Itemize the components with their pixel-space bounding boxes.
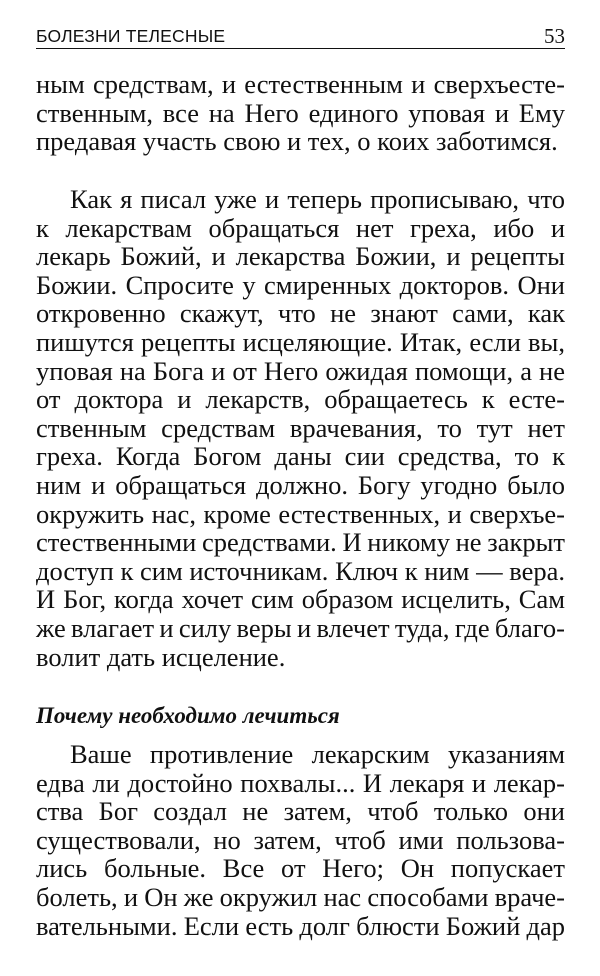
paragraph-continued (36, 70, 565, 156)
text-line: существовали, но затем, чтоб ими пользова- (36, 824, 565, 855)
text-line: ным средствам, и естественным и сверхъесте- (36, 69, 565, 99)
text-line: к лекарствам обращаться нет греха, ибо и (36, 212, 565, 243)
text-line: ним и обращаться должно. Богу угодно было (36, 469, 565, 500)
text-line: ственным, все на Него единого уповая и Ему (36, 97, 565, 128)
text-line: от доктора и лекарств, обращаетесь к есте- (36, 384, 565, 415)
text-line: пишутся рецепты исцеляющие. Итак, если вы, (36, 326, 565, 357)
text-line: ственным средствам врачевания, то тут нет (36, 412, 565, 443)
text-line: уповая на Бога и от Него ожидая помощи, а не (36, 355, 565, 386)
text-line: окружить нас, кроме естественных, и сверхъе- (36, 498, 565, 529)
text-line: греха. Когда Богом даны сии средства, то к (36, 441, 565, 472)
text-line: доступ к сим источникам. Ключ к ним — вера. (36, 555, 565, 586)
text-line: откровенно скажут, что не знают сами, как (36, 298, 565, 329)
section-heading: Почему необходимо лечиться (36, 703, 340, 728)
text-line: же влагает и силу веры и влечет туда, где благо- (36, 612, 565, 643)
text-line: лись больные. Все от Него; Он попускает (36, 853, 565, 884)
text-line: едва ли достойно похвалы... И лекаря и лекар- (36, 767, 565, 798)
paragraph (36, 740, 565, 940)
chapter-title: БОЛЕЗНИ ТЕЛЕСНЫЕ (36, 26, 226, 46)
text-line: предавая участь свою и тех, о коих заботимся. (36, 126, 558, 157)
page-number: 53 (544, 24, 565, 48)
text-line: Божии. Спросите у смиренных докторов. Они (36, 269, 565, 300)
text-line: лекарь Божий, и лекарства Божии, и рецепты (36, 241, 565, 272)
text-line: Как я писал уже и теперь прописываю, что (70, 184, 565, 214)
text-line: Ваше противление лекарским указаниям (70, 739, 565, 769)
text-line: болеть, и Он же окружил нас способами враче- (36, 881, 565, 912)
text-line: вательными. Если есть долг блюсти Божий дар (36, 910, 565, 941)
text-line: ства Бог создал не затем, чтоб только они (36, 796, 565, 827)
running-head (36, 26, 565, 49)
text-line: И Бог, когда хочет сим образом исцелить, Сам (36, 584, 565, 615)
text-line: стественными средствами. И никому не закрыт (36, 527, 565, 558)
paragraph (36, 185, 565, 671)
text-line: волит дать исцеление. (36, 641, 286, 672)
